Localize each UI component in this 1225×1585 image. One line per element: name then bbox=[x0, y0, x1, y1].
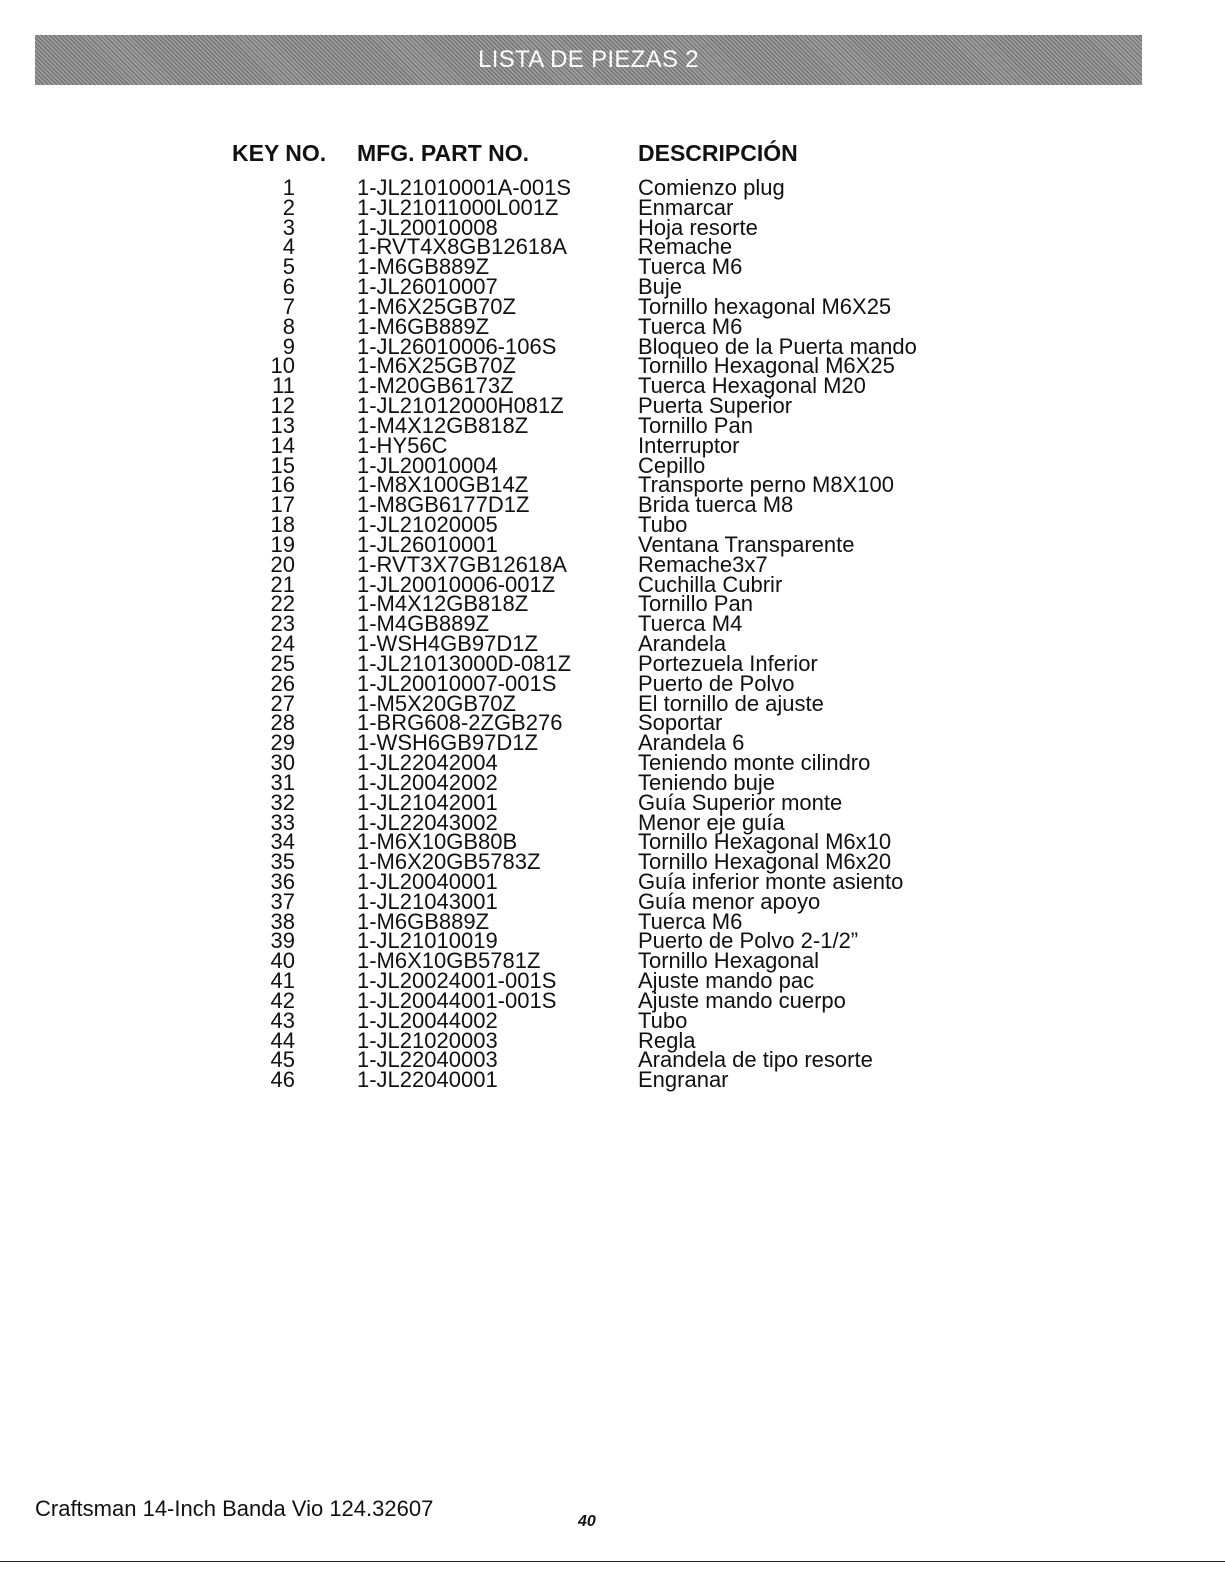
part-description: Tuerca M6 bbox=[638, 908, 743, 934]
part-description: Ventana Transparente bbox=[638, 531, 855, 557]
part-description: Puerta Superior bbox=[638, 393, 793, 419]
part-number: 1-JL21012000H081Z bbox=[357, 393, 564, 419]
part-description: Ajuste mando cuerpo bbox=[638, 987, 846, 1013]
part-number: 1-WSH6GB97D1Z bbox=[357, 730, 538, 756]
key-no-column bbox=[230, 175, 295, 1093]
part-description: Brida tuerca M8 bbox=[638, 492, 794, 518]
part-number: 1-JL22043002 bbox=[357, 809, 498, 835]
key-number: 40 bbox=[270, 948, 295, 974]
part-number: 1-JL20040001 bbox=[357, 868, 498, 894]
part-number: 1-JL20044002 bbox=[357, 1007, 498, 1033]
part-description: Arandela de tipo resorte bbox=[638, 1047, 873, 1073]
key-number: 36 bbox=[270, 868, 295, 894]
key-number: 42 bbox=[270, 987, 295, 1013]
part-number: 1-M6X25GB70Z bbox=[357, 293, 516, 319]
part-number: 1-M6X25GB70Z bbox=[357, 353, 516, 379]
key-number: 32 bbox=[270, 789, 295, 815]
key-number: 2 bbox=[282, 194, 295, 220]
part-description: Remache bbox=[638, 234, 733, 260]
part-number: 1-M4GB889Z bbox=[357, 611, 490, 637]
key-number: 22 bbox=[270, 591, 295, 617]
part-number: 1-JL21011000L001Z bbox=[357, 194, 559, 220]
part-description: Tuerca M6 bbox=[638, 313, 743, 339]
key-number: 17 bbox=[270, 492, 295, 518]
part-description: Tornillo Hexagonal M6X25 bbox=[638, 353, 895, 379]
banner-title: LISTA DE PIEZAS 2 bbox=[478, 46, 699, 73]
key-number: 18 bbox=[270, 512, 295, 538]
part-number: 1-JL21010001A-001S bbox=[357, 175, 572, 200]
part-description: Puerto de Polvo bbox=[638, 670, 795, 696]
key-number: 41 bbox=[270, 968, 295, 994]
part-description: Tornillo Hexagonal M6x10 bbox=[638, 829, 892, 855]
key-number: 3 bbox=[282, 214, 295, 240]
key-number: 37 bbox=[270, 888, 295, 914]
page-number: 40 bbox=[578, 1513, 596, 1530]
part-number: 1-M6X10GB80B bbox=[357, 829, 518, 855]
part-number: 1-JL20044001-001S bbox=[357, 987, 557, 1013]
part-number: 1-M6GB889Z bbox=[357, 254, 490, 280]
key-number: 39 bbox=[270, 928, 295, 954]
part-number: 1-JL20024001-001S bbox=[357, 968, 557, 994]
part-description: Enmarcar bbox=[638, 194, 734, 220]
key-number: 21 bbox=[270, 571, 295, 597]
key-number: 34 bbox=[270, 829, 295, 855]
part-description: Cepillo bbox=[638, 452, 706, 478]
part-description: Arandela 6 bbox=[638, 730, 745, 756]
key-number: 45 bbox=[270, 1047, 295, 1073]
key-number: 6 bbox=[282, 274, 295, 300]
part-number: 1-JL21013000D-081Z bbox=[357, 650, 572, 676]
part-description: Soportar bbox=[638, 710, 723, 736]
key-number: 4 bbox=[282, 234, 295, 260]
part-number: 1-M6X10GB5781Z bbox=[357, 948, 541, 974]
footer-manual-title: Craftsman 14-Inch Banda Vio 124.32607 bbox=[35, 1496, 434, 1521]
part-description: Engranar bbox=[638, 1067, 729, 1093]
key-number: 7 bbox=[282, 293, 295, 319]
key-number: 26 bbox=[270, 670, 295, 696]
part-description: Tubo bbox=[638, 512, 688, 538]
part-number: 1-WSH4GB97D1Z bbox=[357, 631, 538, 657]
part-number: 1-JL20010008 bbox=[357, 214, 498, 240]
key-number: 5 bbox=[282, 254, 295, 280]
key-number: 1 bbox=[282, 175, 295, 200]
part-number: 1-JL22042004 bbox=[357, 750, 498, 776]
part-number: 1-M6GB889Z bbox=[357, 313, 490, 339]
key-number: 16 bbox=[270, 472, 295, 498]
part-number: 1-M4X12GB818Z bbox=[357, 412, 529, 438]
key-number: 24 bbox=[270, 631, 295, 657]
part-number: 1-RVT3X7GB12618A bbox=[357, 551, 567, 577]
part-description: Puerto de Polvo 2-1/2” bbox=[638, 928, 859, 954]
key-number: 14 bbox=[270, 432, 295, 458]
part-description: Guía Superior monte bbox=[638, 789, 843, 815]
part-number: 1-JL21020005 bbox=[357, 512, 498, 538]
key-number: 28 bbox=[270, 710, 295, 736]
part-description: Tuerca Hexagonal M20 bbox=[638, 373, 866, 399]
key-number: 15 bbox=[270, 452, 295, 478]
header-description: DESCRIPCIÓN bbox=[638, 140, 798, 166]
section-banner bbox=[35, 35, 1142, 85]
part-description: Tornillo Pan bbox=[638, 412, 753, 438]
part-description: Tornillo Hexagonal bbox=[638, 948, 819, 974]
key-number: 29 bbox=[270, 730, 295, 756]
part-description: Teniendo buje bbox=[638, 769, 776, 795]
description-column bbox=[638, 175, 917, 1093]
part-number: 1-JL21042001 bbox=[357, 789, 498, 815]
part-description: Guía inferior monte asiento bbox=[638, 868, 904, 894]
part-description: Buje bbox=[638, 274, 683, 300]
part-number: 1-JL21043001 bbox=[357, 888, 498, 914]
part-description: Arandela bbox=[638, 631, 727, 657]
part-number: 1-JL21010019 bbox=[357, 928, 498, 954]
key-number: 10 bbox=[270, 353, 295, 379]
header-mfg-part-no: MFG. PART NO. bbox=[357, 140, 530, 166]
part-number: 1-JL20010007-001S bbox=[357, 670, 557, 696]
part-description: Tornillo Pan bbox=[638, 591, 753, 617]
part-number: 1-BRG608-2ZGB276 bbox=[357, 710, 563, 736]
part-description: Ajuste mando pac bbox=[638, 968, 815, 994]
part-number: 1-JL26010007 bbox=[357, 274, 498, 300]
part-description: Menor eje guía bbox=[638, 809, 785, 835]
part-description: El tornillo de ajuste bbox=[638, 690, 824, 716]
part-number: 1-JL22040003 bbox=[357, 1047, 498, 1073]
part-number: 1-RVT4X8GB12618A bbox=[357, 234, 567, 260]
part-no-column bbox=[357, 175, 572, 1093]
key-number: 35 bbox=[270, 849, 295, 875]
part-number: 1-JL20042002 bbox=[357, 769, 498, 795]
part-description: Tuerca M4 bbox=[638, 611, 743, 637]
part-description: Teniendo monte cilindro bbox=[638, 750, 871, 776]
part-number: 1-JL20010004 bbox=[357, 452, 498, 478]
part-number: 1-HY56C bbox=[357, 432, 448, 458]
part-number: 1-M5X20GB70Z bbox=[357, 690, 516, 716]
key-number: 9 bbox=[282, 333, 295, 359]
part-number: 1-JL22040001 bbox=[357, 1067, 498, 1093]
bottom-rule bbox=[0, 1561, 1225, 1562]
part-description: Tuerca M6 bbox=[638, 254, 743, 280]
key-number: 25 bbox=[270, 650, 295, 676]
key-number: 12 bbox=[270, 393, 295, 419]
part-description: Tubo bbox=[638, 1007, 688, 1033]
part-description: Comienzo plug bbox=[638, 175, 785, 200]
part-description: Transporte perno M8X100 bbox=[638, 472, 894, 498]
key-number: 38 bbox=[270, 908, 295, 934]
part-description: Hoja resorte bbox=[638, 214, 758, 240]
key-number: 13 bbox=[270, 412, 295, 438]
part-number: 1-JL20010006-001Z bbox=[357, 571, 556, 597]
part-number: 1-JL26010006-106S bbox=[357, 333, 557, 359]
key-number: 46 bbox=[270, 1067, 295, 1093]
part-description: Interruptor bbox=[638, 432, 740, 458]
part-number: 1-M8X100GB14Z bbox=[357, 472, 529, 498]
part-number: 1-M8GB6177D1Z bbox=[357, 492, 530, 518]
key-number: 43 bbox=[270, 1007, 295, 1033]
header-key-no: KEY NO. bbox=[232, 140, 327, 166]
part-description: Regla bbox=[638, 1027, 696, 1053]
part-number: 1-M20GB6173Z bbox=[357, 373, 514, 399]
key-number: 31 bbox=[270, 769, 295, 795]
part-description: Guía menor apoyo bbox=[638, 888, 821, 914]
part-number: 1-M4X12GB818Z bbox=[357, 591, 529, 617]
part-number: 1-M6X20GB5783Z bbox=[357, 849, 541, 875]
key-number: 11 bbox=[272, 373, 295, 399]
key-number: 20 bbox=[270, 551, 295, 577]
key-number: 19 bbox=[270, 531, 295, 557]
part-number: 1-M6GB889Z bbox=[357, 908, 490, 934]
key-number: 8 bbox=[282, 313, 295, 339]
part-number: 1-JL21020003 bbox=[357, 1027, 498, 1053]
key-number: 33 bbox=[270, 809, 295, 835]
key-number: 30 bbox=[270, 750, 295, 776]
part-number: 1-JL26010001 bbox=[357, 531, 498, 557]
part-description: Tornillo Hexagonal M6x20 bbox=[638, 849, 892, 875]
part-description: Portezuela Inferior bbox=[638, 650, 818, 676]
part-description: Bloqueo de la Puerta mando bbox=[638, 333, 917, 359]
key-number: 23 bbox=[270, 611, 295, 637]
part-description: Tornillo hexagonal M6X25 bbox=[638, 293, 892, 319]
key-number: 44 bbox=[270, 1027, 295, 1053]
key-number: 27 bbox=[270, 690, 295, 716]
part-description: Cuchilla Cubrir bbox=[638, 571, 783, 597]
part-description: Remache3x7 bbox=[638, 551, 768, 577]
